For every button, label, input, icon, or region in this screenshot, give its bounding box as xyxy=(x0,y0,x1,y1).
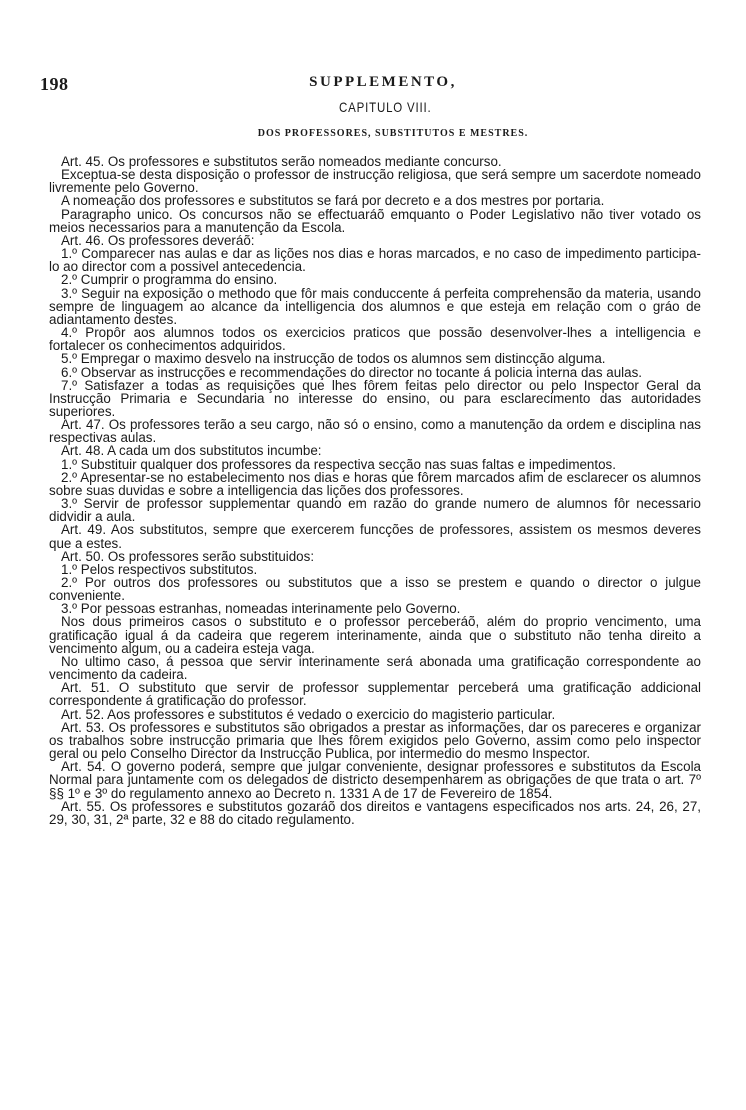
paragraph-text: Art. 52. Aos professores e substitutos é vedado o exercicio do magisterio particular. xyxy=(61,706,556,722)
paragraph-text: 6.º Observar as instrucções e recommendações do director no tocante á policia interna das aulas. xyxy=(61,364,642,380)
paragraph-text: 3.º Servir de professor supplementar quando em razão do grande numero de alumnos fôr necessario didvidir a aula. xyxy=(49,496,701,525)
paragraph-text: Art. 53. Os professores e substitutos são obrigados a prestar as informações, dar os pareceres e organizar os trabalhos sobre instrucção primaria que lhes fôrem exigidos pelo Governo, assim como pelo inspector geral ou pelo Conselho Director da Instrucção Publica, por intermedio do mesmo Inspector. xyxy=(49,719,701,762)
paragraph-text: A nomeação dos professores e substitutos se fará por decreto e a dos mestres por portaria. xyxy=(61,193,605,209)
paragraph xyxy=(49,681,701,707)
paragraph-text: 2.º Por outros dos professores ou substitutos que a isso se prestem e quando o director o julgue conveniente. xyxy=(49,575,701,604)
paragraph xyxy=(49,576,701,602)
paragraph-text: 1.º Pelos respectivos substitutos. xyxy=(61,561,258,577)
paragraph-text: Nos dous primeiros casos o substituto e o professor perceberáõ, além do proprio vencimento, uma gratificação igual á da cadeira que regerem interinamente, ainda que o substituto não tenha direito a vencimento algum, ou a cadeira esteja vaga. xyxy=(49,614,701,656)
running-title: SUPPLEMENTO, xyxy=(309,74,457,90)
paragraph xyxy=(49,287,701,326)
paragraph-text: 3.º Por pessoas estranhas, nomeadas interinamente pelo Governo. xyxy=(61,601,461,617)
paragraph-text: No ultimo caso, á pessoa que servir interinamente será abonada uma gratificação correspondente ao vencimento da cadeira. xyxy=(49,653,701,683)
paragraph xyxy=(49,497,701,523)
paragraph-text: 1.º Comparecer nas aulas e dar as lições nos dias e horas marcados, e no caso de impedimento participa-lo ao director com a possivel antecedencia. xyxy=(49,246,701,275)
paragraph xyxy=(49,379,701,418)
paragraph-text: Art. 51. O substituto que servir de professor supplementar perceberá uma gratificação addicional correspondente á gratificação do professor. xyxy=(49,680,701,709)
body-text xyxy=(49,155,701,826)
paragraph-text: 4.º Propôr aos alumnos todos os exercicios praticos que possão desenvolver-lhes a intelligencia e fortalecer os conhecimentos adquiridos. xyxy=(49,325,701,354)
paragraph-text: Art. 48. A cada um dos substitutos incumbe: xyxy=(61,443,322,459)
paragraph-text: Art. 55. Os professores e substitutos gozaráõ dos direitos e vantagens especificados nos arts. 24, 26, 27, 29, 30, 31, 2ª parte, 32 e 88 do citado regulamento. xyxy=(49,798,701,827)
paragraph-text: Paragrapho unico. Os concursos não se effectuaráõ emquanto o Poder Legislativo não tiver votado os meios necessarios para a manutenção da Escola. xyxy=(49,206,701,235)
chapter-heading: CAPITULO VIII. xyxy=(339,99,432,115)
paragraph-text: Art. 50. Os professores serão substituidos: xyxy=(61,548,315,564)
paragraph-text: 1.º Substituir qualquer dos professores da respectiva secção nas suas faltas e impedimentos. xyxy=(61,456,616,472)
paragraph-text: Exceptua-se desta disposição o professor de instrucção religiosa, que será sempre um sacerdote nomeado livremente pelo Governo. xyxy=(49,167,701,196)
paragraph-text: Art. 46. Os professores deveráõ: xyxy=(61,232,255,248)
paragraph xyxy=(49,615,701,654)
paragraph-text: Art. 54. O governo poderá, sempre que julgar conveniente, designar professores e substitutos da Escola Normal para juntamente com os delegados de districto desempenharem as obrigações de que trata o art. 7º §§ 1º e 3º do regulamento annexo ao Decreto n. 1331 A de 17 de Fevereiro de 1854. xyxy=(49,759,701,801)
paragraph xyxy=(49,760,701,799)
paragraph-text: 7.º Satisfazer a todas as requisições que lhes fôrem feitas pelo director ou pelo Inspector Geral da Instrucção Primaria e Secundaria no interesse do ensino, ou para esclarecimento das autoridades superiores. xyxy=(49,377,701,419)
paragraph xyxy=(49,800,701,826)
paragraph xyxy=(49,418,701,444)
paragraph xyxy=(49,168,701,194)
paragraph xyxy=(49,721,701,760)
paragraph-text: 5.º Empregar o maximo desvelo na instrucção de todos os alumnos sem distincção alguma. xyxy=(61,351,606,367)
paragraph xyxy=(49,523,701,549)
paragraph xyxy=(49,208,701,234)
paragraph-text: Art. 49. Aos substitutos, sempre que exercerem funcções de professores, assistem os mesmos deveres que a estes. xyxy=(49,522,701,551)
paragraph xyxy=(49,326,701,352)
page-number: 198 xyxy=(40,74,69,94)
paragraph-text: 3.º Seguir na exposição o methodo que fôr mais conduccente á perfeita comprehensão da materia, usando sempre de linguagem ao alcance da intelligencia dos alumnos e que esteja em relação com o gráo de adiantamento destes. xyxy=(49,285,701,327)
paragraph-text: Art. 47. Os professores terão a seu cargo, não só o ensino, como a manutenção da ordem e disciplina nas respectivas aulas. xyxy=(49,417,701,446)
paragraph-text: Art. 45. Os professores e substitutos serão nomeados mediante concurso. xyxy=(61,154,502,169)
paragraph-text: 2.º Cumprir o programma do ensino. xyxy=(61,272,278,288)
paragraph xyxy=(49,471,701,497)
paragraph xyxy=(49,247,701,273)
paragraph-text: 2.º Apresentar-se no estabelecimento nos dias e horas que fôrem marcados afim de esclarecer os alumnos sobre suas duvidas e sobre a intelligencia das lições dos professores. xyxy=(49,469,701,498)
paragraph xyxy=(49,655,701,681)
section-heading: DOS PROFESSORES, SUBSTITUTOS E MESTRES. xyxy=(257,128,529,139)
